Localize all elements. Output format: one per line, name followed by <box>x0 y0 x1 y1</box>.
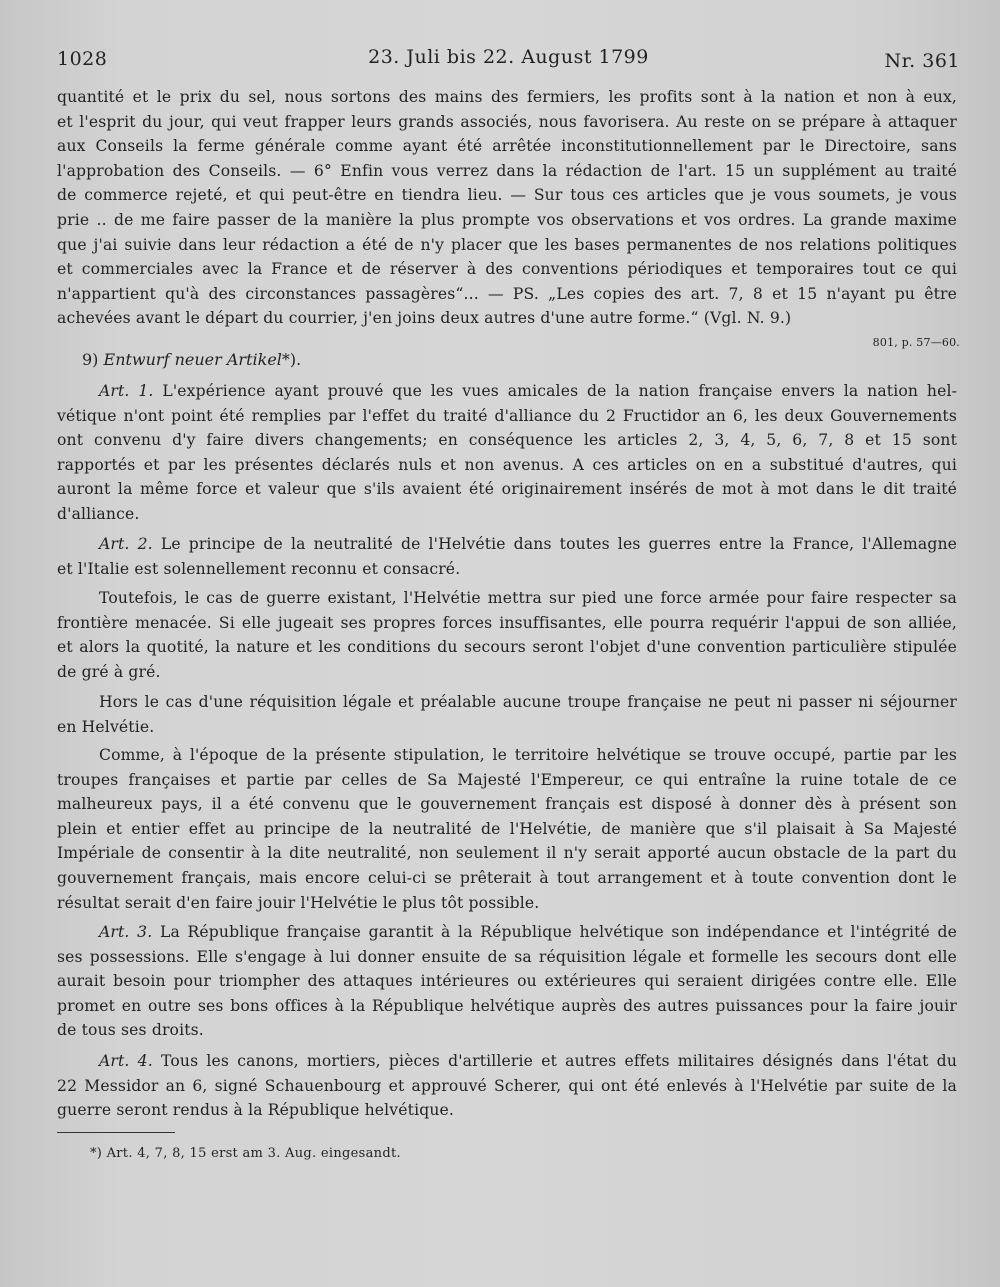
article-label: Art. 1. <box>99 382 154 400</box>
text-line: en Helvétie. <box>57 717 155 736</box>
text-line: et l'esprit du jour, qui veut frapper leurs grands associés, nous favorisera. Au reste on se prépare à attaquer <box>57 112 957 131</box>
document-number: Nr. 361 <box>884 50 960 72</box>
footnote-divider <box>57 1132 175 1133</box>
text-line: l'approbation des Conseils. — 6° Enfin vous verrez dans la rédaction de l'art. 15 un supplément au traité <box>57 161 957 180</box>
text-span: Le principe de la neutralité de l'Helvétie dans toutes les guerres entre la France, l'Allemagne <box>160 535 958 553</box>
text-line: vétique n'ont point été remplies par l'effet du traité d'alliance du 2 Fructidor an 6, les deux Gouvernements <box>57 406 957 425</box>
text-line: prie .. de me faire passer de la manière la plus prompte vos observations et vos ordres. La grande maxime <box>57 210 957 229</box>
text-line: rapportés et par les présentes déclarés nuls et non avenus. A ces articles on en a substitué d'autres, qui <box>57 455 957 474</box>
article-label: Art. 2. <box>99 535 153 553</box>
text-line: Hors le cas d'une réquisition légale et préalable aucune troupe française ne peut ni passer ni séjourner <box>99 693 957 711</box>
article-2-paragraph-4 <box>57 743 957 915</box>
text-line: de gré à gré. <box>57 662 161 681</box>
text-line: de commerce rejeté, et qui peut-être en tiendra lieu. — Sur tous ces articles que je vous soumets, je vous <box>57 186 957 205</box>
text-line: et commerciales avec la France et de réserver à des conventions périodiques et temporaires tout ce qui <box>57 260 957 279</box>
text-line: quantité et le prix du sel, nous sortons des mains des fermiers, les profits sont à la nation et non à eux, <box>57 88 957 106</box>
text-line <box>57 920 957 945</box>
text-line: malheureux pays, il a été convenu que le gouvernement français est disposé à donner dès à présent son <box>57 795 957 814</box>
section-heading <box>82 350 301 369</box>
text-line: plein et entier effet au principe de la neutralité de l'Helvétie, de manière que s'il plaisait à Sa Majesté <box>57 819 957 838</box>
text-span: Tous les canons, mortiers, pièces d'artillerie et autres effets militaires désignés dans l'état du <box>161 1052 958 1070</box>
intro-paragraph <box>57 85 957 331</box>
text-line: guerre seront rendus à la République helvétique. <box>57 1101 455 1120</box>
text-line: gouvernement français, mais encore celui-ci se prêterait à tout arrangement et à toute convention dont le <box>57 868 957 887</box>
text-line: d'alliance. <box>57 504 140 523</box>
text-span: L'expérience ayant prouvé que les vues amicales de la nation française envers la nation hel- <box>162 382 958 400</box>
source-reference: 801, p. 57—60. <box>872 336 960 349</box>
text-line: 22 Messidor an 6, signé Schauenbourg et approuvé Scherer, qui ont été enlevés à l'Helvétie par suite de la <box>57 1076 957 1095</box>
text-line <box>57 379 957 404</box>
text-line: frontière menacée. Si elle jugeait ses propres forces insuffisantes, elle pourra requérir l'appui de son alliée, <box>57 613 957 632</box>
article-2 <box>57 532 957 581</box>
article-label: Art. 3. <box>99 923 153 941</box>
text-line: résultat serait d'en faire jouir l'Helvétie le plus tôt possible. <box>57 893 540 912</box>
article-3 <box>57 920 957 1043</box>
text-line: aux Conseils la ferme générale comme ayant été arrêtée inconstitutionnellement par le Directoire, sans <box>57 137 957 156</box>
text-line: ont convenu d'y faire divers changements; en conséquence les articles 2, 3, 4, 5, 6, 7, 8 et 15 sont <box>57 431 957 450</box>
footnote: *) Art. 4, 7, 8, 15 erst am 3. Aug. eingesandt. <box>90 1146 401 1161</box>
text-line: que j'ai suivie dans leur rédaction a été de n'y placer que les bases permanentes de nos relations politiques <box>57 235 957 254</box>
text-line <box>57 1049 957 1074</box>
text-line: et alors la quotité, la nature et les conditions du secours seront l'objet d'une convention particulière stipulée <box>57 638 957 657</box>
article-label: Art. 4. <box>99 1052 153 1070</box>
running-title: 23. Juli bis 22. August 1799 <box>368 46 649 68</box>
article-2-paragraph-3 <box>57 690 957 739</box>
page-header <box>57 48 960 76</box>
text-line: Impériale de consentir à la dite neutralité, non seulement il n'y serait apporté aucun obstacle de la part du <box>57 844 957 863</box>
text-line: de tous ses droits. <box>57 1021 204 1040</box>
article-2-paragraph-2 <box>57 586 957 684</box>
section-number: 9) <box>82 350 99 369</box>
text-line: auront la même force et valeur que s'ils avaient été originairement insérés de mot à mot dans le dit traité <box>57 480 957 499</box>
text-line: achevées avant le départ du courrier, j'en joins deux autres d'une autre forme.“ (Vgl. N. 9.) <box>57 309 792 328</box>
text-line: et l'Italie est solennellement reconnu et consacré. <box>57 559 461 578</box>
text-line <box>57 532 957 557</box>
page-number: 1028 <box>57 48 108 70</box>
text-line: Comme, à l'époque de la présente stipulation, le territoire helvétique se trouve occupé, partie par les <box>99 746 957 764</box>
footnote-marker: *). <box>281 350 302 369</box>
article-1 <box>57 379 957 527</box>
text-span: La République française garantit à la République helvétique son indépendance et l'intégrité de <box>159 923 957 941</box>
text-line: aurait besoin pour triompher des attaques intérieures ou extérieures qui seraient dirigées contre elle. Elle <box>57 972 957 991</box>
text-line: promet en outre ses bons offices à la République helvétique auprès des autres puissances pour la faire jouir <box>57 996 957 1015</box>
text-line: n'appartient qu'à des circonstances passagères“... — PS. „Les copies des art. 7, 8 et 15 n'ayant pu être <box>57 284 957 303</box>
text-line: ses possessions. Elle s'engage à lui donner ensuite de sa réquisition légale et formelle les secours dont elle <box>57 947 957 966</box>
section-title: Entwurf neuer Artikel <box>103 350 282 369</box>
text-line: troupes françaises et partie par celles de Sa Majesté l'Empereur, ce qui entraîne la ruine totale de ce <box>57 770 957 789</box>
article-4 <box>57 1049 957 1123</box>
text-line: Toutefois, le cas de guerre existant, l'Helvétie mettra sur pied une force armée pour faire respecter sa <box>99 589 957 607</box>
